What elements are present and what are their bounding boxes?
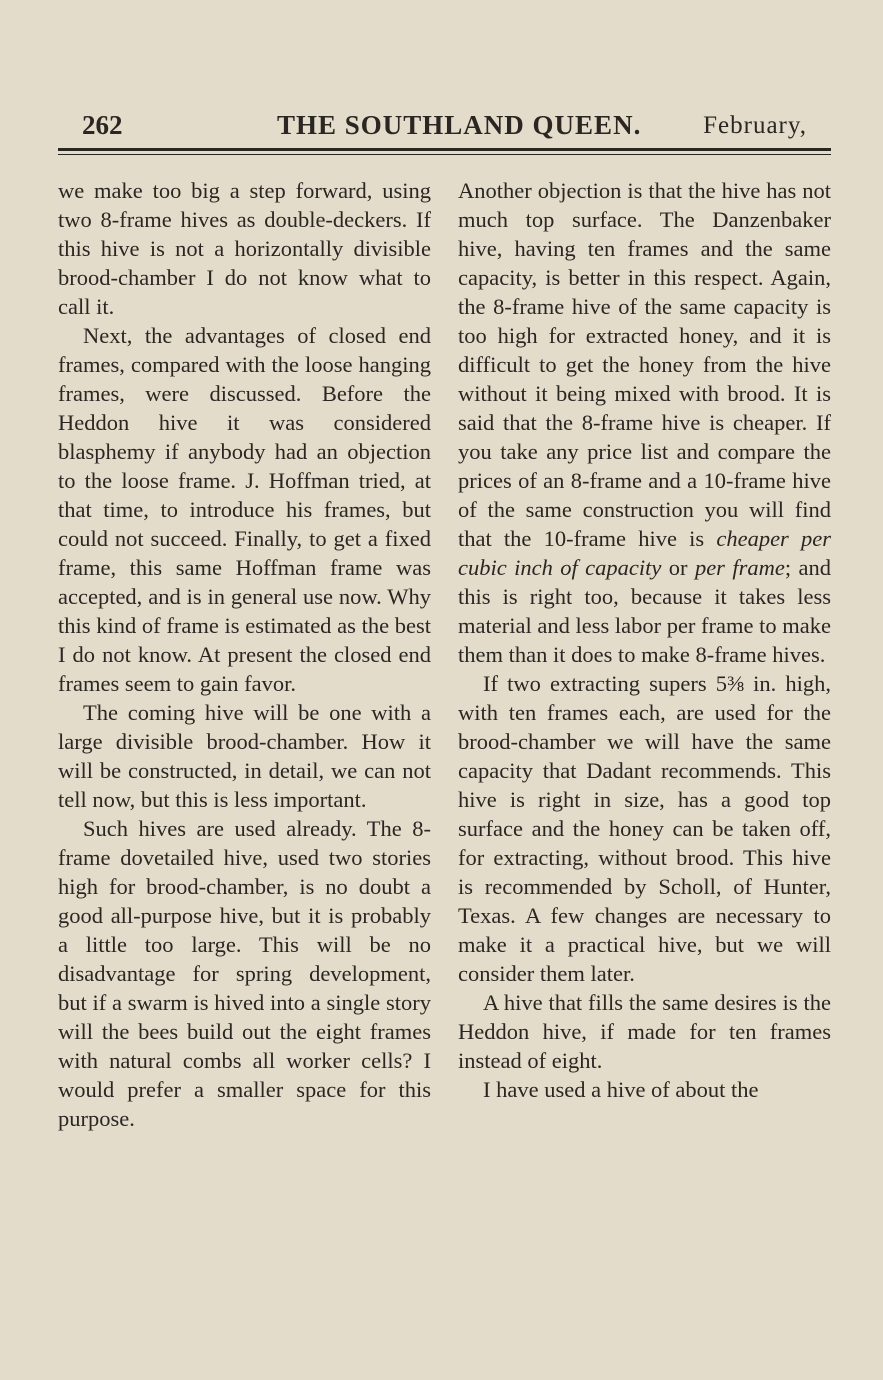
paragraph: If two extracting supers 5⅜ in. high, with ten frames each, are used for the brood-chamber we will have the same capacity that Dadant recommends. This hive is right in size, has a good top surface and the honey can be taken off, for extracting, without brood. This hive is recommended by Scholl, of Hunter, Texas. A few changes are necessary to make it a practical hive, but we will consider them later. — [458, 671, 831, 986]
text-run: ; and this is right too, because it takes less material and less labor per frame to make them than it does to make 8-frame hives. — [458, 555, 831, 667]
text-run: or — [661, 555, 695, 580]
paragraph: we make too big a step forward, using two 8-frame hives as double-deckers. If this hive is not a horizontally divisible brood-chamber I do not know what to call it. — [58, 178, 431, 319]
text-run: Another objection is that the hive has not much top surface. The Danzenbaker hive, having ten frames and the same capacity, is better in this respect. Again, the 8-frame hive of the same capacity is too high for extracted honey, and it is difficult to get the honey from the hive without it being mixed with brood. It is said that the 8-frame hive is cheaper. If you take any price list and compare the prices of an 8-frame and a 10-frame hive of the same construction you will find that the 10-frame hive is — [458, 178, 831, 551]
paragraph: Next, the advantages of closed end frames, compared with the loose hanging frames, were discussed. Before the Heddon hive it was considered blasphemy if anybody had an objection to the loose frame. J. Hoffman tried, at that time, to introduce his frames, but could not succeed. Finally, to get a fixed frame, this same Hoffman frame was accepted, and is in general use now. Why this kind of frame is estimated as the best I do not know. At present the closed end frames seem to gain favor. — [58, 323, 431, 696]
paragraph: The coming hive will be one with a large divisible brood-chamber. How it will be constructed, in detail, we can not tell now, but this is less important. — [58, 700, 431, 812]
paragraph: I have used a hive of about the — [483, 1077, 759, 1102]
text-columns — [58, 176, 831, 1296]
italic-text: cheaper per cubic inch of capacity — [458, 526, 831, 580]
paragraph: Such hives are used already. The 8-frame dovetailed hive, used two stories high for brood-chamber, is no doubt a good all-purpose hive, but it is probably a little too large. This will be no disadvantage for spring development, but if a swarm is hived into a single story will the bees build out the eight frames with natural combs all worker cells? I would prefer a smaller space for this purpose. — [58, 816, 431, 1131]
page-number: 262 — [82, 110, 123, 140]
issue-month: February, — [703, 112, 807, 139]
header-rule-thick — [58, 148, 831, 151]
header-rule-thin — [58, 154, 831, 155]
journal-title: THE SOUTHLAND QUEEN. — [277, 110, 642, 140]
italic-text: per frame — [694, 555, 785, 580]
left-column — [58, 176, 431, 1133]
running-head — [82, 110, 807, 146]
right-column — [458, 176, 831, 1104]
paragraph — [458, 176, 831, 669]
paragraph: A hive that fills the same desires is the Heddon hive, if made for ten frames instead of eight. — [458, 990, 831, 1073]
